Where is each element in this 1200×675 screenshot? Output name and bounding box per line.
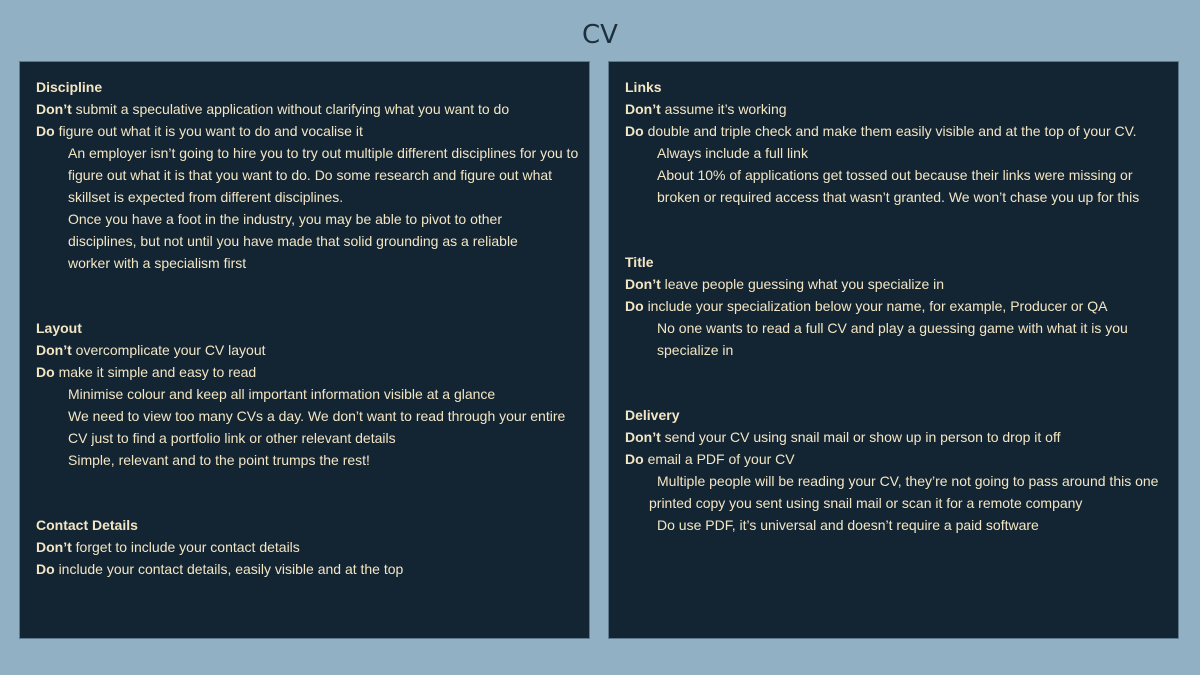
section-title: [625, 251, 1162, 361]
do-label: Do: [625, 298, 644, 314]
dont-line: [625, 426, 1162, 448]
section-delivery: [625, 404, 1162, 536]
note: Once you have a foot in the industry, you may be able to pivot to other disciplines, but not until you have made that solid grounding as a reliable worker with a specialism first: [68, 211, 518, 271]
section-links: [625, 76, 1162, 208]
dont-label: Don’t: [625, 276, 661, 292]
note: Multiple people will be reading your CV, they’re not going to pass around this one printed copy you sent using snail mail or scan it for a remote company: [649, 473, 1159, 511]
do-line: [36, 361, 573, 383]
dont-label: Don’t: [625, 429, 661, 445]
section-heading: Contact Details: [36, 517, 138, 533]
section-heading: Title: [625, 254, 654, 270]
dont-label: Don’t: [36, 101, 72, 117]
dont-line: [36, 536, 573, 558]
dont-text: leave people guessing what you specialize in: [664, 276, 945, 292]
dont-line: [625, 98, 1162, 120]
section-discipline: [36, 76, 579, 274]
note: An employer isn’t going to hire you to try out multiple different disciplines for you to figure out what it is that you want to do. Do some research and figure out what skillset is expected from different disciplines.: [68, 145, 579, 205]
note: We need to view too many CVs a day. We don’t want to read through your entire CV just to find a portfolio link or other relevant details: [68, 408, 566, 446]
dont-text: overcomplicate your CV layout: [75, 342, 266, 358]
section-layout: [36, 317, 573, 471]
dont-text: submit a speculative application without clarifying what you want to do: [75, 101, 510, 117]
dont-text: forget to include your contact details: [75, 539, 300, 555]
dont-text: assume it’s working: [664, 101, 787, 117]
do-text: email a PDF of your CV: [647, 451, 795, 467]
dont-text: send your CV using snail mail or show up in person to drop it off: [664, 429, 1061, 445]
do-line: [625, 448, 1162, 470]
section-heading: Layout: [36, 320, 82, 336]
section-heading: Links: [625, 79, 662, 95]
dont-line: [36, 98, 573, 120]
dont-line: [36, 339, 573, 361]
note: Minimise colour and keep all important information visible at a glance: [68, 386, 496, 402]
do-line: [36, 558, 573, 580]
left-panel: [19, 61, 590, 639]
do-line: [36, 120, 573, 142]
note: No one wants to read a full CV and play a guessing game with what it is you specialize in: [657, 320, 1128, 358]
section-heading: Discipline: [36, 79, 103, 95]
section-contact-details: [36, 514, 573, 580]
do-text: make it simple and easy to read: [58, 364, 257, 380]
section-heading: Delivery: [625, 407, 680, 423]
do-text: include your specialization below your name, for example, Producer or QA: [647, 298, 1108, 314]
dont-label: Don’t: [36, 342, 72, 358]
do-label: Do: [625, 451, 644, 467]
do-label: Do: [625, 123, 644, 139]
do-text: double and triple check and make them easily visible and at the top of your CV.: [647, 123, 1137, 139]
note: Simple, relevant and to the point trumps the rest!: [68, 452, 370, 468]
dont-label: Don’t: [625, 101, 661, 117]
do-line: [625, 295, 1162, 317]
note: About 10% of applications get tossed out because their links were missing or broken or required access that wasn’t granted. We won’t chase you up for this: [657, 167, 1140, 205]
note: Do use PDF, it’s universal and doesn’t require a paid software: [657, 517, 1039, 533]
note: Always include a full link: [657, 145, 808, 161]
dont-line: [625, 273, 1162, 295]
dont-label: Don’t: [36, 539, 72, 555]
do-label: Do: [36, 123, 55, 139]
do-text: figure out what it is you want to do and vocalise it: [58, 123, 363, 139]
do-text: include your contact details, easily visible and at the top: [58, 561, 404, 577]
right-panel: [608, 61, 1179, 639]
do-label: Do: [36, 561, 55, 577]
page-title: CV: [582, 20, 618, 50]
do-label: Do: [36, 364, 55, 380]
do-line: [625, 120, 1162, 142]
